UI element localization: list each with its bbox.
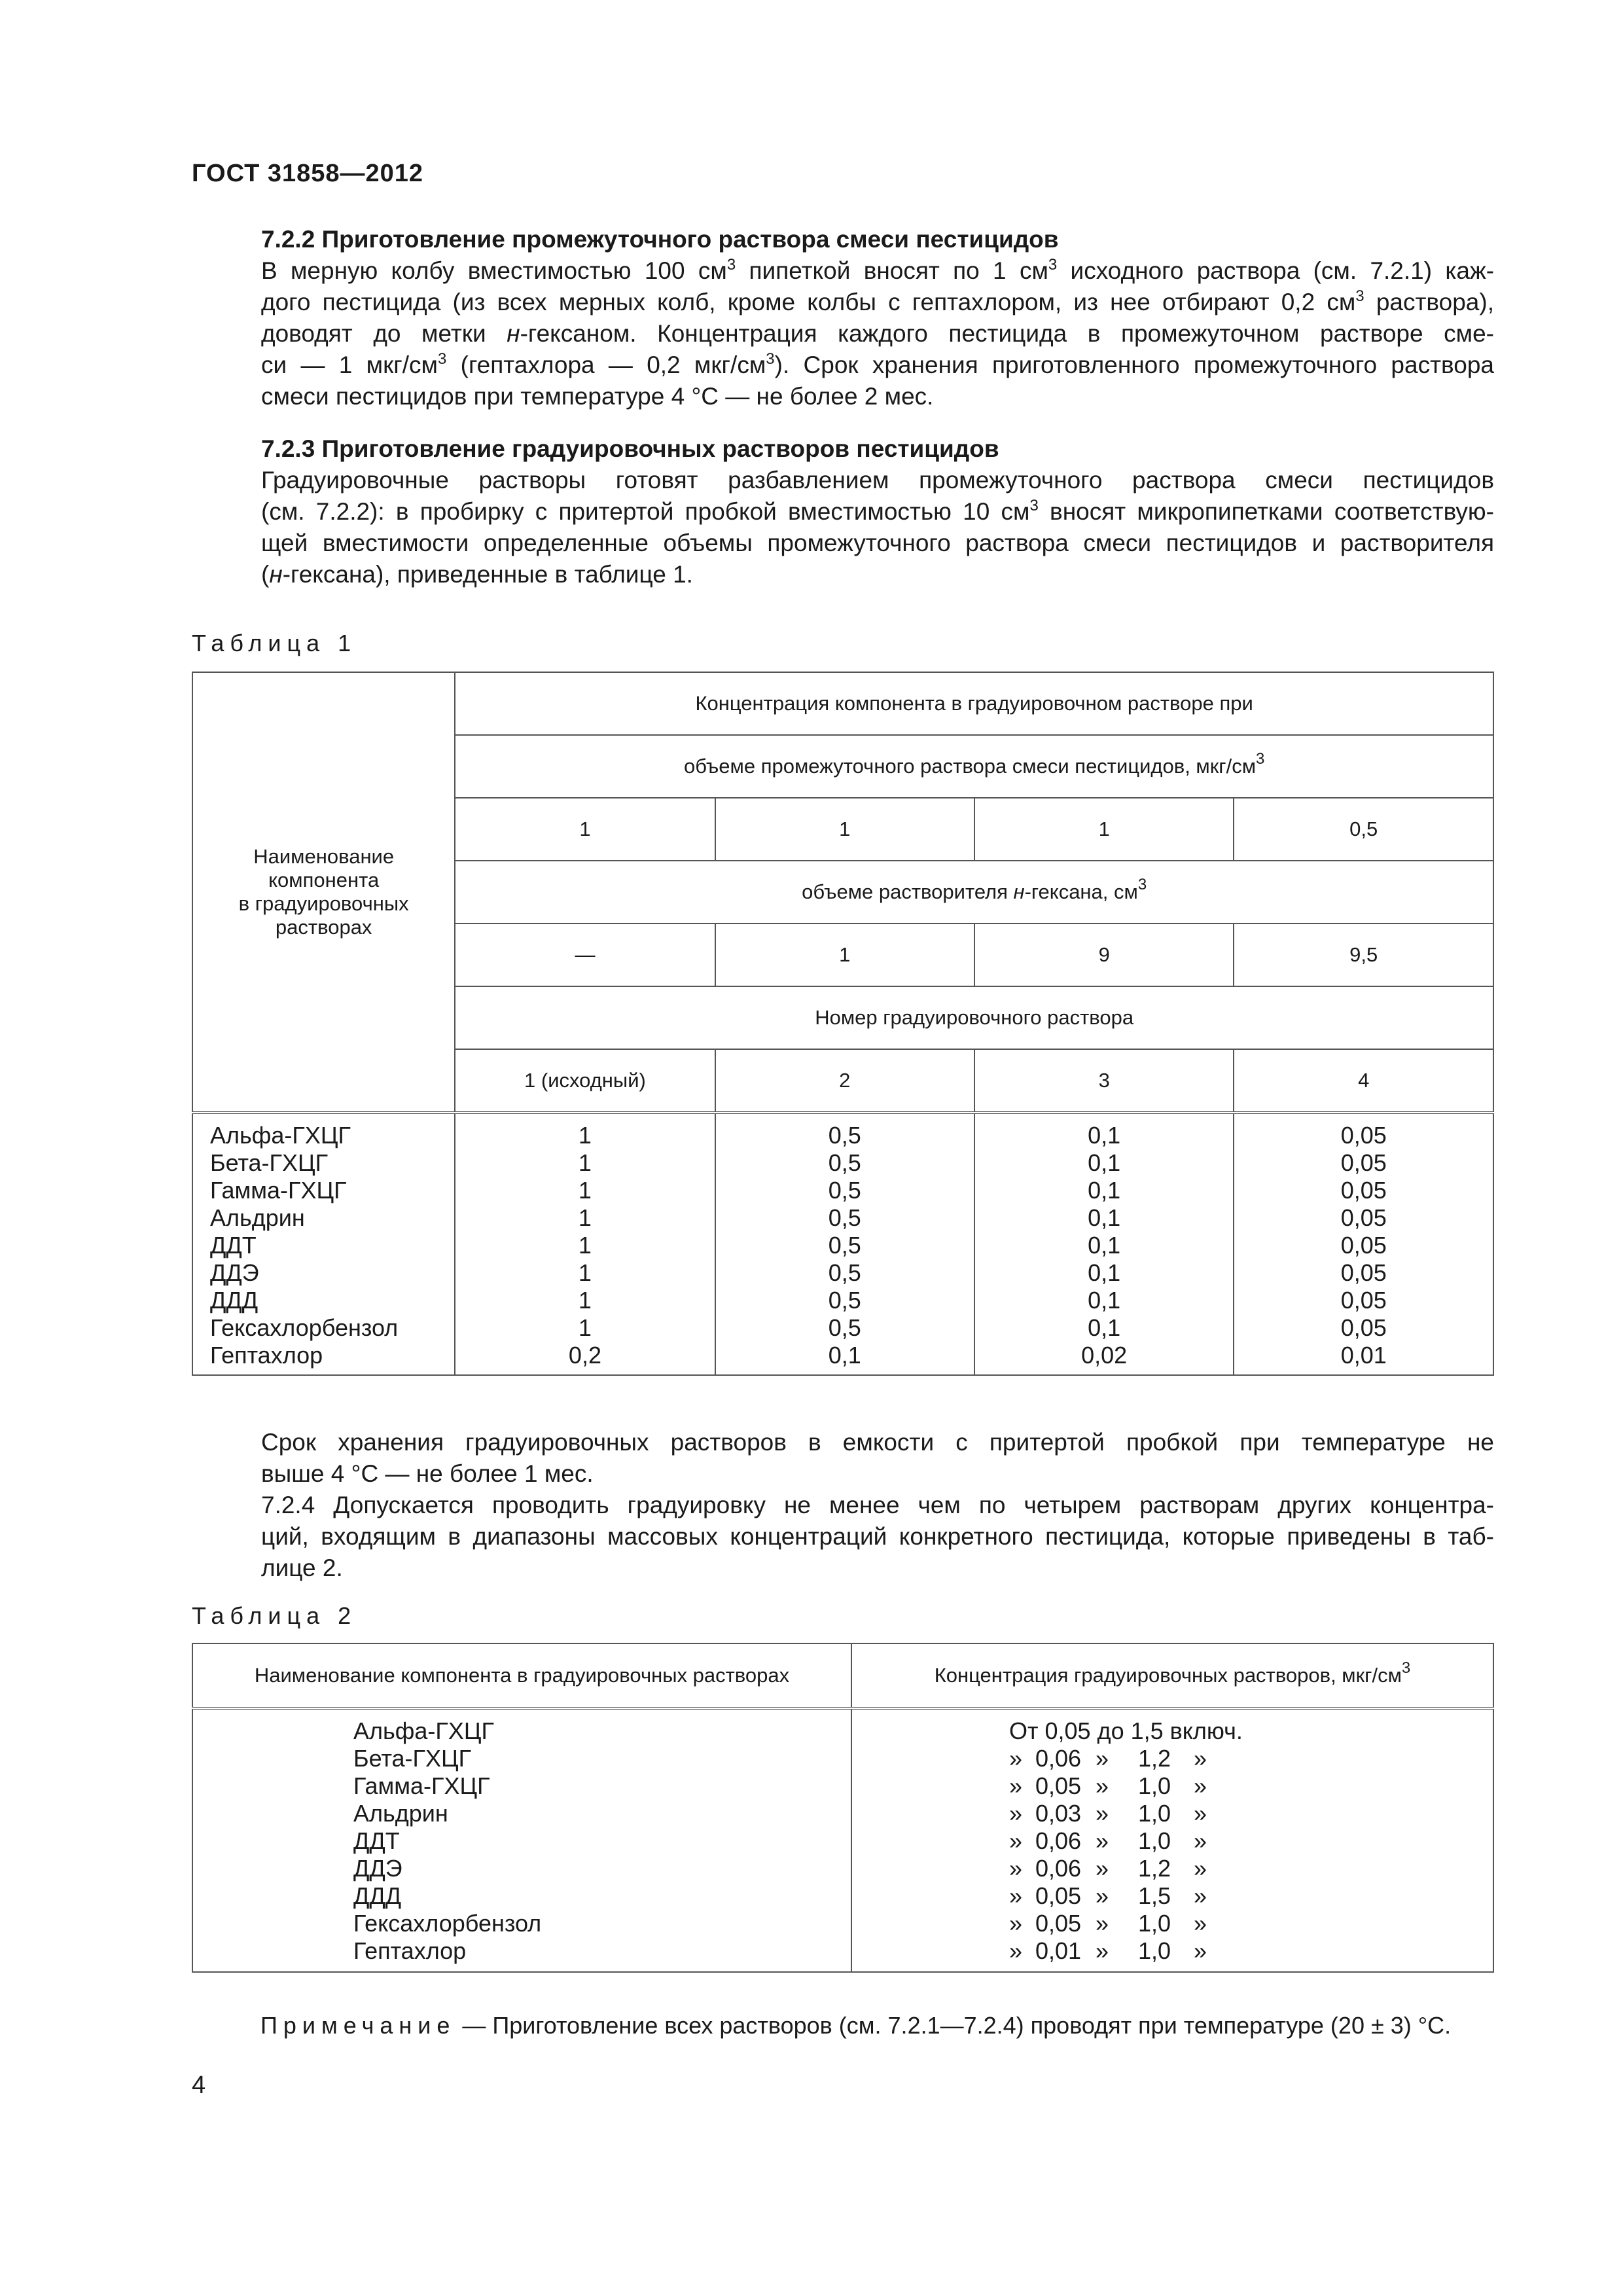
section-7-2-2 — [192, 224, 1494, 412]
range-row: » 0,06 » 1,2 » — [1009, 1745, 1207, 1772]
table1-vol-solvent-header: объеме растворителя н-гексана, $см^3$ — [455, 861, 1493, 924]
standard-header: ГОСТ 31858—2012 — [192, 160, 424, 187]
paragraph-line: си — 1 мкг/$см^3$ (гептахлора — 0,2 мкг/$см^3$). Срок хранения приготовленного промежуточного раствора — [261, 350, 1494, 378]
table2-component-names: Альфа-ГХЦГ Бета-ГХЦГ Гамма-ГХЦГ Альдрин ДДТ ДДЭ ДДД Гексахлорбензол Гептахлор — [192, 1708, 851, 1972]
table1-cell: 1 — [455, 798, 715, 861]
section-7-2-3 — [192, 433, 1494, 590]
range-row: От 0,05 до 1,5 включ. — [1009, 1717, 1243, 1744]
table1-cell: 9 — [974, 924, 1234, 986]
section-paragraph — [192, 1427, 1494, 1490]
paragraph-line: щей вместимости определенные объемы промежуточного раствора смеси пестицидов и растворителя — [261, 529, 1494, 556]
range-row: » 0,06 » 1,0 » — [1009, 1827, 1207, 1854]
section-paragraph — [192, 465, 1494, 590]
table2 — [192, 1643, 1494, 1973]
section-heading: 7.2.2 Приготовление промежуточного раствора смеси пестицидов — [261, 226, 1059, 253]
table1-cell: 1 — [715, 924, 974, 986]
paragraph-line: выше 4 °С — не более 1 мес. — [261, 1460, 594, 1487]
table1-number-header: Номер градуировочного раствора — [455, 986, 1493, 1049]
paragraph-line: ций, входящим в диапазоны массовых концентраций конкретного пестицида, которые приведены в таб- — [261, 1523, 1494, 1550]
paragraph-line: доводят до метки н-гексаном. Концентрация каждого пестицида в промежуточном растворе сме- — [261, 320, 1494, 347]
section-7-2-4 — [192, 1490, 1494, 1584]
table1-vol-mix-header: объеме промежуточного раствора смеси пестицидов, мкг/$см^3$ — [455, 735, 1493, 798]
range-row: » 0,01 » 1,0 » — [1009, 1937, 1207, 1964]
table1-column-2: 0,5 0,5 0,5 0,5 0,5 0,5 0,5 0,5 0,1 — [715, 1113, 974, 1375]
range-row: » 0,05 » 1,5 » — [1009, 1882, 1207, 1909]
paragraph-line: дого пестицида (из всех мерных колб, кроме колбы с гептахлором, из нее отбирают 0,2 $см^3$ раствора), — [261, 287, 1494, 315]
page-number: 4 — [192, 2072, 206, 2099]
table2-name-header: Наименование компонента в градуировочных растворах — [192, 1643, 851, 1708]
range-row: » 0,05 » 1,0 » — [1009, 1910, 1207, 1937]
table1-name-header: Наименование компонента в градуировочных растворах — [192, 672, 455, 1113]
paragraph-line: Срок хранения градуировочных растворов в емкости с притертой пробкой при температуре не — [261, 1429, 1494, 1456]
paragraph-line: смеси пестицидов при температуре 4 °С — не более 2 мес. — [261, 383, 934, 410]
table2-conc-header: Концентрация градуировочных растворов, мкг/$см^3$ — [851, 1643, 1493, 1708]
table1-column-3: 0,1 0,1 0,1 0,1 0,1 0,1 0,1 0,1 0,02 — [974, 1113, 1234, 1375]
table1-cell: 1 (исходный) — [455, 1049, 715, 1113]
note-label: Примечание — [260, 2012, 456, 2039]
note-text: — Приготовление всех растворов (см. 7.2.1—7.2.4) проводят при температуре (20 ± 3) °С. — [455, 2012, 1452, 2039]
table2-caption: Таблица 2 — [192, 1602, 357, 1629]
section-paragraph — [192, 1490, 1494, 1584]
paragraph-line: В мерную колбу вместимостью 100 $см^3$ пипеткой вносят по 1 $см^3$ исходного раствора (см. 7.2.1) каж- — [261, 256, 1495, 284]
paragraph-line: (см. 7.2.2): в пробирку с притертой пробкой вместимостью 10 $см^3$ вносят микропипетками соответствую- — [261, 497, 1495, 525]
table1 — [192, 672, 1494, 1376]
table1-cell: 2 — [715, 1049, 974, 1113]
section-heading: 7.2.3 Приготовление градуировочных растворов пестицидов — [261, 435, 999, 462]
note — [260, 2012, 1451, 2039]
table1-cell: 3 — [974, 1049, 1234, 1113]
paragraph-line: (н-гексана), приведенные в таблице 1. — [261, 561, 693, 588]
table1-column-4: 0,05 0,05 0,05 0,05 0,05 0,05 0,05 0,05 0,01 — [1234, 1113, 1493, 1375]
table1-caption: Таблица 1 — [192, 630, 357, 656]
table1-cell: 1 — [715, 798, 974, 861]
paragraph-line: 7.2.4 Допускается проводить градуировку не менее чем по четырем растворам других концентра- — [261, 1492, 1494, 1518]
table1-column-1: 1 1 1 1 1 1 1 1 0,2 — [455, 1113, 715, 1375]
table1-cell: 0,5 — [1234, 798, 1493, 861]
range-row: » 0,05 » 1,0 » — [1009, 1772, 1207, 1799]
table1-conc-header: Концентрация компонента в градуировочном растворе при — [455, 672, 1493, 735]
range-row: » 0,06 » 1,2 » — [1009, 1855, 1207, 1882]
table1-cell: 9,5 — [1234, 924, 1493, 986]
table1-cell: 4 — [1234, 1049, 1493, 1113]
range-row: » 0,03 » 1,0 » — [1009, 1800, 1207, 1827]
table2-ranges — [851, 1708, 1493, 1972]
table1-cell: — — [455, 924, 715, 986]
table1-component-names: Альфа-ГХЦГ Бета-ГХЦГ Гамма-ГХЦГ Альдрин ДДТ ДДЭ ДДД Гексахлорбензол Гептахлор — [192, 1113, 455, 1375]
table1-cell: 1 — [974, 798, 1234, 861]
paragraph-line: лице 2. — [261, 1554, 343, 1581]
storage-note — [192, 1427, 1494, 1490]
section-paragraph — [192, 255, 1494, 412]
paragraph-line: Градуировочные растворы готовят разбавлением промежуточного раствора смеси пестицидов — [261, 467, 1494, 493]
